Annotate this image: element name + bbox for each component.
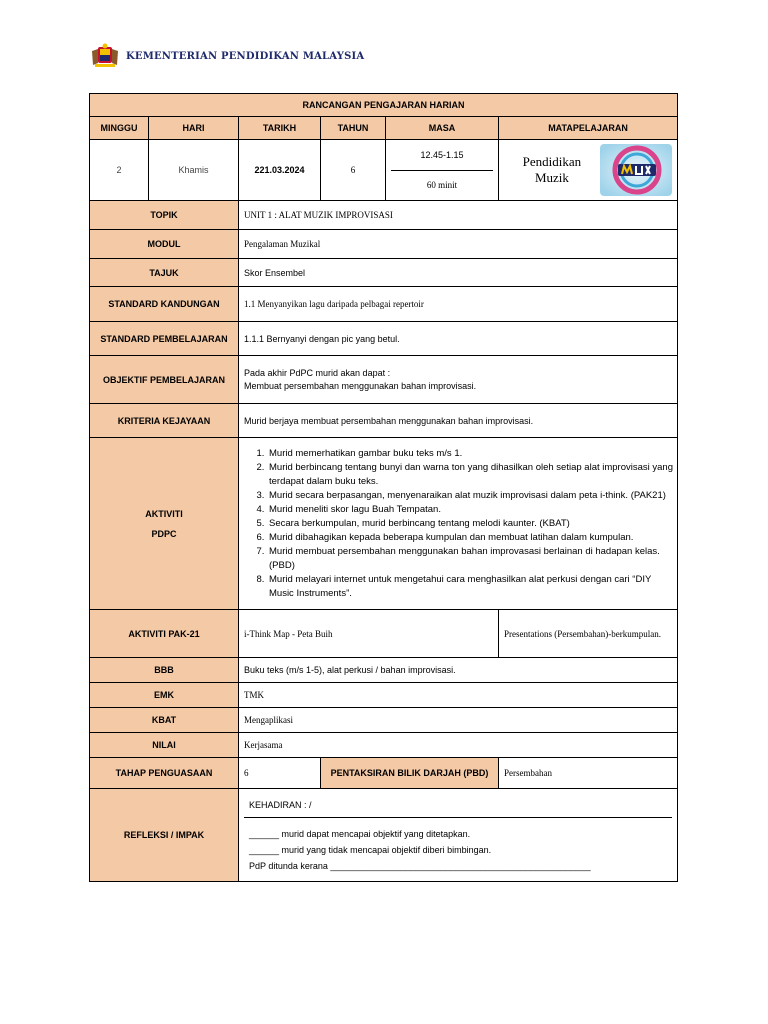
objektif-label: OBJEKTIF PEMBELAJARAN: [90, 356, 239, 404]
aktiviti-cell: [239, 438, 678, 610]
objektif-cell: [239, 356, 678, 404]
tahun-value: 6: [321, 140, 386, 201]
aktiviti-row: [90, 438, 678, 610]
pak21-row: [90, 610, 678, 658]
kriteria-value: Murid berjaya membuat persembahan menggunakan bahan improvisasi.: [239, 404, 678, 438]
kriteria-label: KRITERIA KEJAYAAN: [90, 404, 239, 438]
ministry-name: KEMENTERIAN PENDIDIKAN MALAYSIA: [126, 50, 365, 62]
aktiviti-list: [239, 444, 677, 604]
nilai-value: Kerjasama: [239, 733, 678, 758]
pak21-a: i-Think Map - Peta Buih: [239, 610, 499, 658]
matapelajaran-cell: [499, 140, 678, 201]
pbd-value: Persembahan: [499, 758, 678, 789]
pdpc-label: PDPC: [151, 528, 177, 539]
modul-row: [90, 230, 678, 259]
refleksi-notes: [244, 818, 672, 878]
list-item: 2. Murid berbincang tentang bunyi dan warna ton yang dihasilkan oleh setiap alat improvisasi yang terdapat dalam buku teks.: [267, 461, 677, 489]
aktiviti-label-cell: [90, 438, 239, 610]
refleksi-line1: ______ murid dapat mencapai objektif yang ditetapkan.: [249, 829, 471, 839]
list-item: 5. Secara berkumpulan, murid berbincang tentang melodi kaunter. (KBAT): [267, 517, 677, 531]
sk-row: [90, 287, 678, 322]
bbb-value: Buku teks (m/s 1-5), alat perkusi / bahan improvisasi.: [239, 658, 678, 683]
hari-value: Khamis: [149, 140, 239, 201]
list-item: 6. Murid dibahagikan kepada beberapa kumpulan dan membuat latihan dalam kumpulan.: [267, 531, 677, 545]
refleksi-line2: ______ murid yang tidak mencapai objektif diberi bimbingan.: [249, 845, 492, 855]
topik-row: [90, 201, 678, 230]
masa-duration: 60 minit: [426, 180, 458, 191]
objektif-row: [90, 356, 678, 404]
pbd-label: PENTAKSIRAN BILIK DARJAH (PBD): [321, 758, 499, 789]
modul-label: MODUL: [90, 230, 239, 259]
tahap-value: 6: [239, 758, 321, 789]
col-matapelajaran: MATAPELAJARAN: [499, 117, 678, 140]
kbat-label: KBAT: [90, 708, 239, 733]
bbb-row: [90, 658, 678, 683]
col-tarikh: TARIKH: [239, 117, 321, 140]
nilai-row: [90, 733, 678, 758]
info-row: [90, 140, 678, 201]
masa-cell: [386, 140, 499, 201]
aktiviti-label: AKTIVITI: [145, 508, 183, 519]
kbat-value: Mengaplikasi: [239, 708, 678, 733]
tajuk-row: [90, 259, 678, 287]
topik-label: TOPIK: [90, 201, 239, 230]
col-tahun: TAHUN: [321, 117, 386, 140]
refleksi-line3: PdP ditunda kerana ____________________________________________________: [249, 861, 591, 871]
kehadiran: KEHADIRAN : /: [244, 792, 672, 818]
sp-value: 1.1.1 Bernyanyi dengan pic yang betul.: [239, 322, 678, 356]
tajuk-value: Skor Ensembel: [239, 259, 678, 287]
list-item: 7. Murid membuat persembahan menggunakan bahan improvasasi berlainan di hadapan kelas. (PBD): [267, 545, 677, 573]
sp-label: STANDARD PEMBELAJARAN: [90, 322, 239, 356]
sk-value: 1.1 Menyanyikan lagu daripada pelbagai repertoir: [239, 287, 678, 322]
emk-label: EMK: [90, 683, 239, 708]
list-item: 1. Murid memerhatikan gambar buku teks m/s 1.: [267, 447, 677, 461]
table-title: RANCANGAN PENGAJARAN HARIAN: [90, 94, 678, 117]
pak21-b: Presentations (Persembahan)-berkumpulan.: [499, 610, 678, 658]
masa-time: 12.45-1.15: [391, 141, 493, 171]
kriteria-row: [90, 404, 678, 438]
topik-value: UNIT 1 : ALAT MUZIK IMPROVISASI: [239, 201, 678, 230]
nilai-label: NILAI: [90, 733, 239, 758]
refleksi-cell: [239, 789, 678, 882]
column-header-row: [90, 117, 678, 140]
sk-label: STANDARD KANDUNGAN: [90, 287, 239, 322]
muzik-logo-icon: [600, 144, 672, 196]
pak21-label: AKTIVITI PAK-21: [90, 610, 239, 658]
objektif-line1: Pada akhir PdPC murid akan dapat :: [244, 367, 391, 378]
minggu-value: 2: [90, 140, 149, 201]
matapelajaran-value: Pendidikan Muzik: [522, 154, 582, 185]
modul-value: Pengalaman Muzikal: [239, 230, 678, 259]
emk-row: [90, 683, 678, 708]
list-item: 8. Murid melayari internet untuk mengetahui cara menghasilkan alat perkusi dengan cari “DIY Music Instruments”.: [267, 573, 677, 601]
list-item: 3. Murid secara berpasangan, menyenaraikan alat muzik improvisasi dalam peta i-think. (PAK21): [267, 489, 677, 503]
tajuk-label: TAJUK: [90, 259, 239, 287]
sp-row: [90, 322, 678, 356]
bbb-label: BBB: [90, 658, 239, 683]
emk-value: TMK: [239, 683, 678, 708]
refleksi-label: REFLEKSI / IMPAK: [90, 789, 239, 882]
malaysia-crest-icon: [90, 43, 120, 69]
kbat-row: [90, 708, 678, 733]
lesson-plan-table: [89, 93, 678, 882]
col-masa: MASA: [386, 117, 499, 140]
tahap-row: [90, 758, 678, 789]
list-item: 4. Murid meneliti skor lagu Buah Tempatan.: [267, 503, 677, 517]
table-title-row: [90, 94, 678, 117]
objektif-line2: Membuat persembahan menggunakan bahan improvisasi.: [244, 380, 477, 391]
col-minggu: MINGGU: [90, 117, 149, 140]
refleksi-row: [90, 789, 678, 882]
col-hari: HARI: [149, 117, 239, 140]
ministry-header: [90, 42, 364, 70]
tahap-label: TAHAP PENGUASAAN: [90, 758, 239, 789]
tarikh-value: 221.03.2024: [239, 140, 321, 201]
